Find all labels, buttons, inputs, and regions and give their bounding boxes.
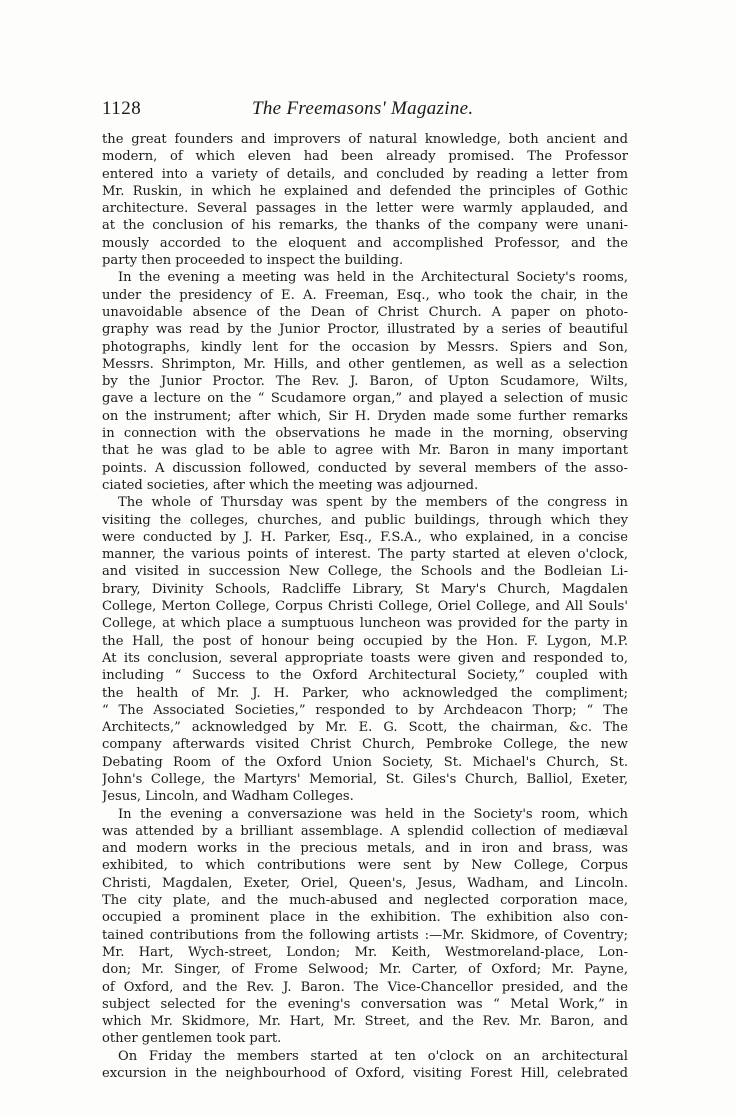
- page-header: [102, 96, 628, 126]
- text-line: at the conclusion of his remarks, the thanks of the company were unani-: [102, 218, 628, 234]
- text-line: Jesus, Lincoln, and Wadham Colleges.: [102, 789, 354, 805]
- page-number: 1128: [102, 98, 142, 119]
- running-title: The Freemasons' Magazine.: [252, 98, 474, 119]
- text-line: were conducted by J. H. Parker, Esq., F.S.A., who explained, in a concise: [102, 529, 628, 545]
- text-line: tained contributions from the following artists :—Mr. Skidmore, of Coventry;: [102, 927, 628, 943]
- text-line: and modern works in the precious metals, and in iron and brass, was: [102, 841, 628, 857]
- text-line: and visited in succession New College, the Schools and the Bodleian Li-: [102, 564, 628, 580]
- text-line: unavoidable absence of the Dean of Christ Church. A paper on photo-: [102, 304, 628, 320]
- text-line: In the evening a meeting was held in the Architectural Society's rooms,: [118, 270, 628, 286]
- text-line: of Oxford, and the Rev. J. Baron. The Vice-Chancellor presided, and the: [102, 979, 628, 995]
- text-line: the Hall, the post of honour being occupied by the Hon. F. Lygon, M.P.: [102, 633, 628, 649]
- text-line: College, at which place a sumptuous luncheon was provided for the party in: [102, 616, 628, 632]
- text-line: gave a lecture on the “ Scudamore organ,” and played a selection of music: [102, 391, 628, 407]
- text-line: The whole of Thursday was spent by the members of the congress in: [118, 495, 628, 511]
- text-line: Architects,” acknowledged by Mr. E. G. Scott, the chairman, &c. The: [102, 720, 628, 736]
- text-line: mously accorded to the eloquent and accomplished Professor, and the: [102, 235, 628, 251]
- text-line: At its conclusion, several appropriate toasts were given and responded to,: [102, 650, 628, 666]
- text-line: visiting the colleges, churches, and public buildings, through which they: [102, 512, 628, 528]
- text-line: which Mr. Skidmore, Mr. Hart, Mr. Street, and the Rev. Mr. Baron, and: [102, 1014, 628, 1030]
- text-line: the great founders and improvers of natural knowledge, both ancient and: [102, 132, 628, 147]
- text-line: The city plate, and the much-abused and neglected corporation mace,: [102, 893, 628, 909]
- text-line: exhibited, to which contributions were sent by New College, Corpus: [102, 858, 628, 874]
- text-line: “ The Associated Societies,” responded to by Archdeacon Thorp; “ The: [102, 702, 628, 718]
- text-line: entered into a variety of details, and concluded by reading a letter from: [102, 166, 628, 182]
- text-line: Mr. Hart, Wych-street, London; Mr. Keith, Westmoreland-place, Lon-: [102, 944, 628, 960]
- text-line: company afterwards visited Christ Church, Pembroke College, the new: [102, 737, 628, 753]
- text-line: excursion in the neighbourhood of Oxford, visiting Forest Hill, celebrated: [102, 1066, 628, 1082]
- text-line: John's College, the Martyrs' Memorial, St. Giles's Church, Balliol, Exeter,: [102, 771, 628, 787]
- text-line: that he was glad to be able to agree with Mr. Baron in many important: [102, 443, 628, 459]
- text-line: including “ Success to the Oxford Architectural Society,” coupled with: [102, 668, 628, 684]
- text-line: Messrs. Shrimpton, Mr. Hills, and other gentlemen, as well as a selection: [102, 356, 628, 372]
- text-line: College, Merton College, Corpus Christi College, Oriel College, and All Souls': [102, 599, 628, 615]
- text-line: In the evening a conversazione was held in the Society's room, which: [118, 806, 628, 822]
- text-line: occupied a prominent place in the exhibition. The exhibition also con-: [102, 910, 628, 926]
- text-line: manner, the various points of interest. The party started at eleven o'clock,: [102, 547, 628, 563]
- text-line: other gentlemen took part.: [102, 1031, 282, 1047]
- text-line: was attended by a brilliant assemblage. A splendid collection of mediæval: [102, 823, 628, 839]
- text-line: ciated societies, after which the meeting was adjourned.: [102, 477, 479, 493]
- text-line: modern, of which eleven had been already promised. The Professor: [102, 149, 628, 165]
- text-line: by the Junior Proctor. The Rev. J. Baron, of Upton Scudamore, Wilts,: [102, 374, 628, 390]
- text-line: points. A discussion followed, conducted by several members of the asso-: [102, 460, 628, 476]
- text-line: architecture. Several passages in the letter were warmly applauded, and: [102, 201, 628, 217]
- text-line: don; Mr. Singer, of Frome Selwood; Mr. Carter, of Oxford; Mr. Payne,: [102, 962, 628, 978]
- text-line: in connection with the observations he made in the morning, observing: [102, 426, 628, 442]
- text-line: the health of Mr. J. H. Parker, who acknowledged the compliment;: [102, 685, 628, 701]
- text-line: On Friday the members started at ten o'clock on an architectural: [118, 1048, 628, 1064]
- text-line: subject selected for the evening's conversation was “ Metal Work,” in: [102, 996, 628, 1012]
- text-line: photographs, kindly lent for the occasion by Messrs. Spiers and Son,: [102, 339, 628, 355]
- text-line: Christi, Magdalen, Exeter, Oriel, Queen's, Jesus, Wadham, and Lincoln.: [102, 875, 628, 891]
- text-line: Debating Room of the Oxford Union Society, St. Michael's Church, St.: [102, 754, 628, 770]
- article-body: [102, 131, 628, 1082]
- text-line: Mr. Ruskin, in which he explained and defended the principles of Gothic: [102, 183, 628, 199]
- text-line: graphy was read by the Junior Proctor, illustrated by a series of beautiful: [102, 322, 628, 338]
- text-line: party then proceeded to inspect the building.: [102, 253, 404, 269]
- text-line: under the presidency of E. A. Freeman, Esq., who took the chair, in the: [102, 287, 628, 303]
- text-line: brary, Divinity Schools, Radcliffe Library, St Mary's Church, Magdalen: [102, 581, 628, 597]
- text-line: on the instrument; after which, Sir H. Dryden made some further remarks: [102, 408, 628, 424]
